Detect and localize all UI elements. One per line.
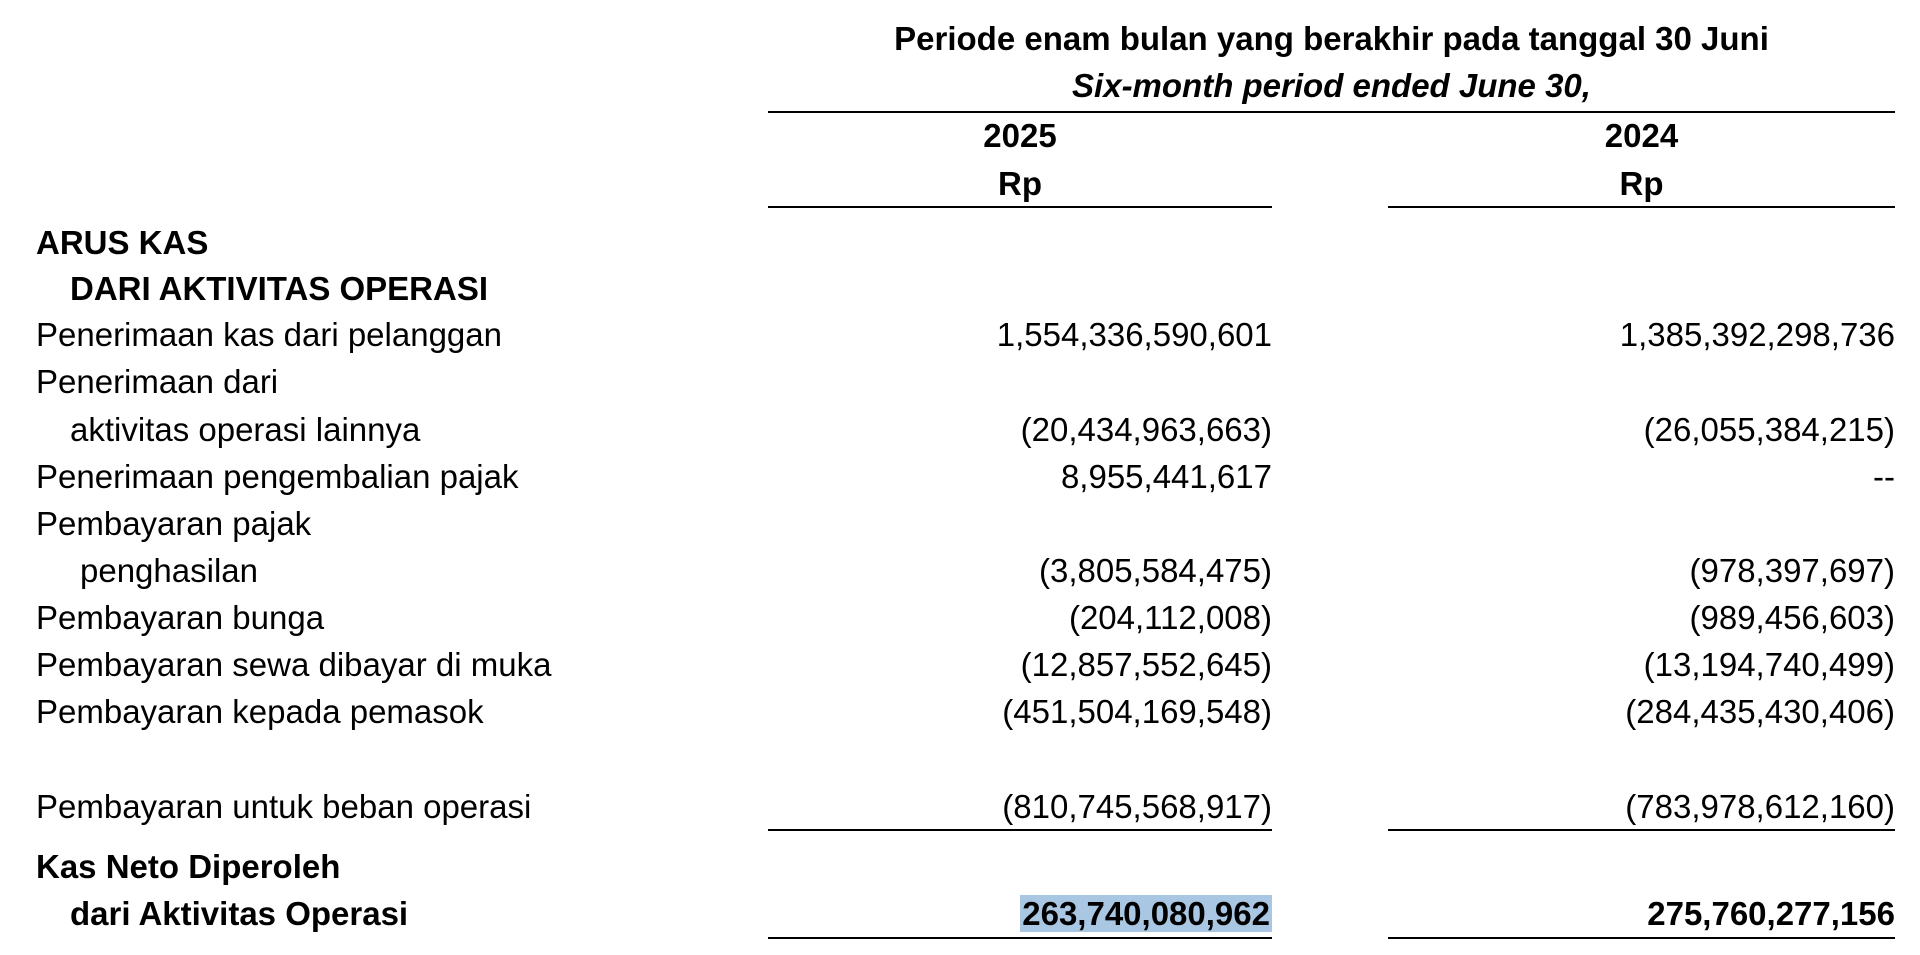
total-value-2024: 275,760,277,156 [1647, 895, 1895, 932]
section-title: ARUS KAS [36, 224, 209, 261]
subtotal-rule-2024 [1388, 829, 1895, 831]
row-label-income-tax-line1: Pembayaran pajak [36, 505, 312, 542]
total-label-line1: Kas Neto Diperoleh [36, 848, 341, 885]
col-2024-unit: Rp [1619, 165, 1664, 202]
row-value-2024-operating-expenses: (783,978,612,160) [1625, 788, 1895, 825]
row-label-other-operating-line2: aktivitas operasi lainnya [70, 411, 421, 448]
row-value-2025-suppliers: (451,504,169,548) [1002, 693, 1272, 730]
period-title-id: Periode enam bulan yang berakhir pada tanggal 30 Juni [894, 20, 1769, 57]
row-value-2024-interest: (989,456,603) [1689, 599, 1895, 636]
row-label-customer-receipts: Penerimaan kas dari pelanggan [36, 316, 502, 353]
total-value-2025[interactable]: 263,740,080,962 [1022, 895, 1270, 932]
row-label-suppliers: Pembayaran kepada pemasok [36, 693, 484, 730]
row-value-2025-tax-refund: 8,955,441,617 [1060, 458, 1272, 495]
subtotal-rule-2025 [768, 829, 1272, 831]
row-value-2024-prepaid-rent: (13,194,740,499) [1643, 646, 1895, 683]
total-value-2025-cell [768, 895, 1272, 933]
row-value-2025-operating-expenses: (810,745,568,917) [1002, 788, 1272, 825]
row-value-2024-customer-receipts: 1,385,392,298,736 [1619, 316, 1895, 353]
row-value-2024-suppliers: (284,435,430,406) [1625, 693, 1895, 730]
row-label-tax-refund: Penerimaan pengembalian pajak [36, 458, 519, 495]
col-2025-header-rule [768, 206, 1272, 208]
col-2024-year: 2024 [1604, 117, 1679, 154]
row-label-interest: Pembayaran bunga [36, 599, 325, 636]
col-2025-year: 2025 [983, 117, 1057, 154]
total-rule-2024 [1388, 937, 1895, 939]
period-title-en: Six-month period ended June 30, [1072, 67, 1591, 104]
row-label-operating-expenses: Pembayaran untuk beban operasi [36, 788, 532, 825]
row-value-2025-income-tax: (3,805,584,475) [1038, 552, 1272, 589]
row-value-2025-other-operating: (20,434,963,663) [1020, 411, 1272, 448]
total-label-line2: dari Aktivitas Operasi [70, 895, 409, 932]
row-value-2024-tax-refund: -- [1873, 458, 1895, 495]
row-value-2025-customer-receipts: 1,554,336,590,601 [996, 316, 1272, 353]
header-rule [768, 111, 1895, 113]
row-value-2025-interest: (204,112,008) [1068, 599, 1272, 636]
col-2025-unit: Rp [998, 165, 1042, 202]
col-2024-header-rule [1388, 206, 1895, 208]
row-label-income-tax-line2: penghasilan [80, 552, 258, 589]
row-value-2024-other-operating: (26,055,384,215) [1643, 411, 1895, 448]
section-subtitle: DARI AKTIVITAS OPERASI [70, 270, 489, 307]
row-value-2025-prepaid-rent: (12,857,552,645) [1020, 646, 1272, 683]
row-value-2024-income-tax: (978,397,697) [1689, 552, 1895, 589]
total-rule-2025 [768, 937, 1272, 939]
row-label-other-operating-line1: Penerimaan dari [36, 363, 279, 400]
row-label-prepaid-rent: Pembayaran sewa dibayar di muka [36, 646, 552, 683]
